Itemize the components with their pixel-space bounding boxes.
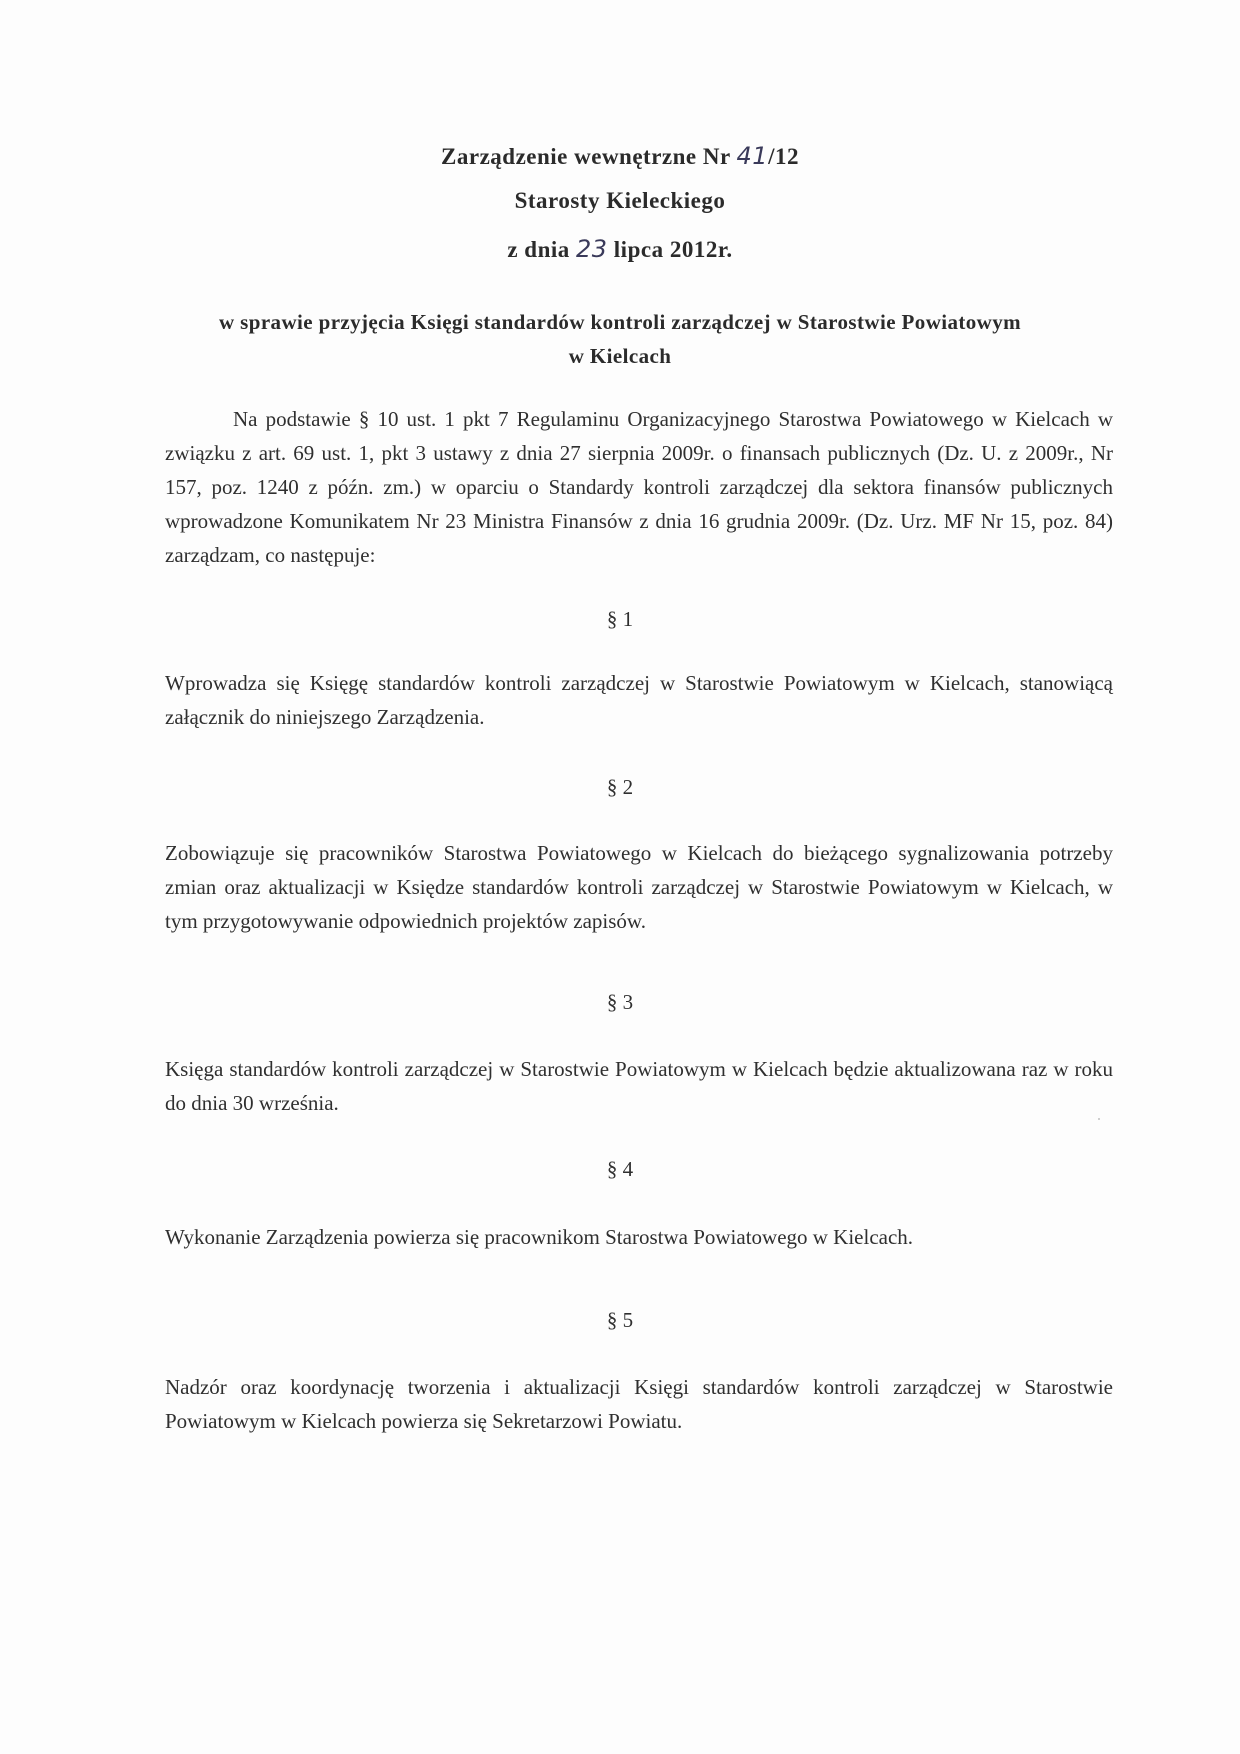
- section-5-text: Nadzór oraz koordynację tworzenia i aktualizacji Księgi standardów kontroli zarządczej w Starostwie Powiatowym w Kielcach powierza się Sekretarzowi Powiatu.: [165, 1375, 1113, 1433]
- date-prefix: z dnia: [507, 237, 570, 262]
- section-3-heading: § 3: [606, 990, 634, 1014]
- section-2-text: Zobowiązuje się pracowników Starostwa Powiatowego w Kielcach do bieżącego sygnalizowania potrzeby zmian oraz aktualizacji w Księdze standardów kontroli zarządczej w Starostwie Powiatowym w Kielcach, w tym przygotowywanie odpowiednich projektów zapisów.: [165, 841, 1113, 933]
- subject-line-1: w sprawie przyjęcia Księgi standardów kontroli zarządczej w Starostwie Powiatowym: [218, 310, 1022, 334]
- section-2-heading: § 2: [606, 775, 634, 799]
- subject-line-2: w Kielcach: [568, 344, 672, 368]
- document-title: [0, 142, 1240, 170]
- section-4-text: Wykonanie Zarządzenia powierza się pracownikom Starostwa Powiatowego w Kielcach.: [165, 1225, 914, 1249]
- section-1-text: Wprowadza się Księgę standardów kontroli zarządczej w Starostwie Powiatowym w Kielcach, stanowiącą załącznik do niniejszego Zarządzenia.: [165, 671, 1113, 729]
- section-1-heading: § 1: [606, 607, 634, 631]
- preamble-paragraph: Na podstawie § 10 ust. 1 pkt 7 Regulaminu Organizacyjnego Starostwa Powiatowego w Kielcach w związku z art. 69 ust. 1, pkt 3 ustawy z dnia 27 sierpnia 2009r. o finansach publicznych (Dz. U. z 2009r., Nr 157, poz. 1240 z późn. zm.) w oparciu o Standardy kontroli zarządczej dla sektora finansów publicznych wprowadzone Komunikatem Nr 23 Ministra Finansów z dnia 16 grudnia 2009r. (Dz. Urz. MF Nr 15, poz. 84) zarządzam, co następuje:: [165, 407, 1113, 567]
- section-5-heading: § 5: [606, 1308, 634, 1332]
- handwritten-number: 41: [736, 142, 769, 170]
- section-4-heading: § 4: [606, 1157, 634, 1181]
- section-3-text: Księga standardów kontroli zarządczej w Starostwie Powiatowym w Kielcach będzie aktualizowana raz w roku do dnia 30 września.: [165, 1057, 1113, 1115]
- title-suffix: /12: [768, 144, 799, 169]
- title-prefix: Zarządzenie wewnętrzne Nr: [441, 144, 731, 169]
- issuer-line: Starosty Kieleckiego: [514, 188, 726, 213]
- handwritten-day: 23: [576, 235, 608, 263]
- date-line: [0, 235, 1240, 263]
- date-suffix: lipca 2012r.: [613, 237, 733, 262]
- scan-speck: [1098, 1118, 1100, 1120]
